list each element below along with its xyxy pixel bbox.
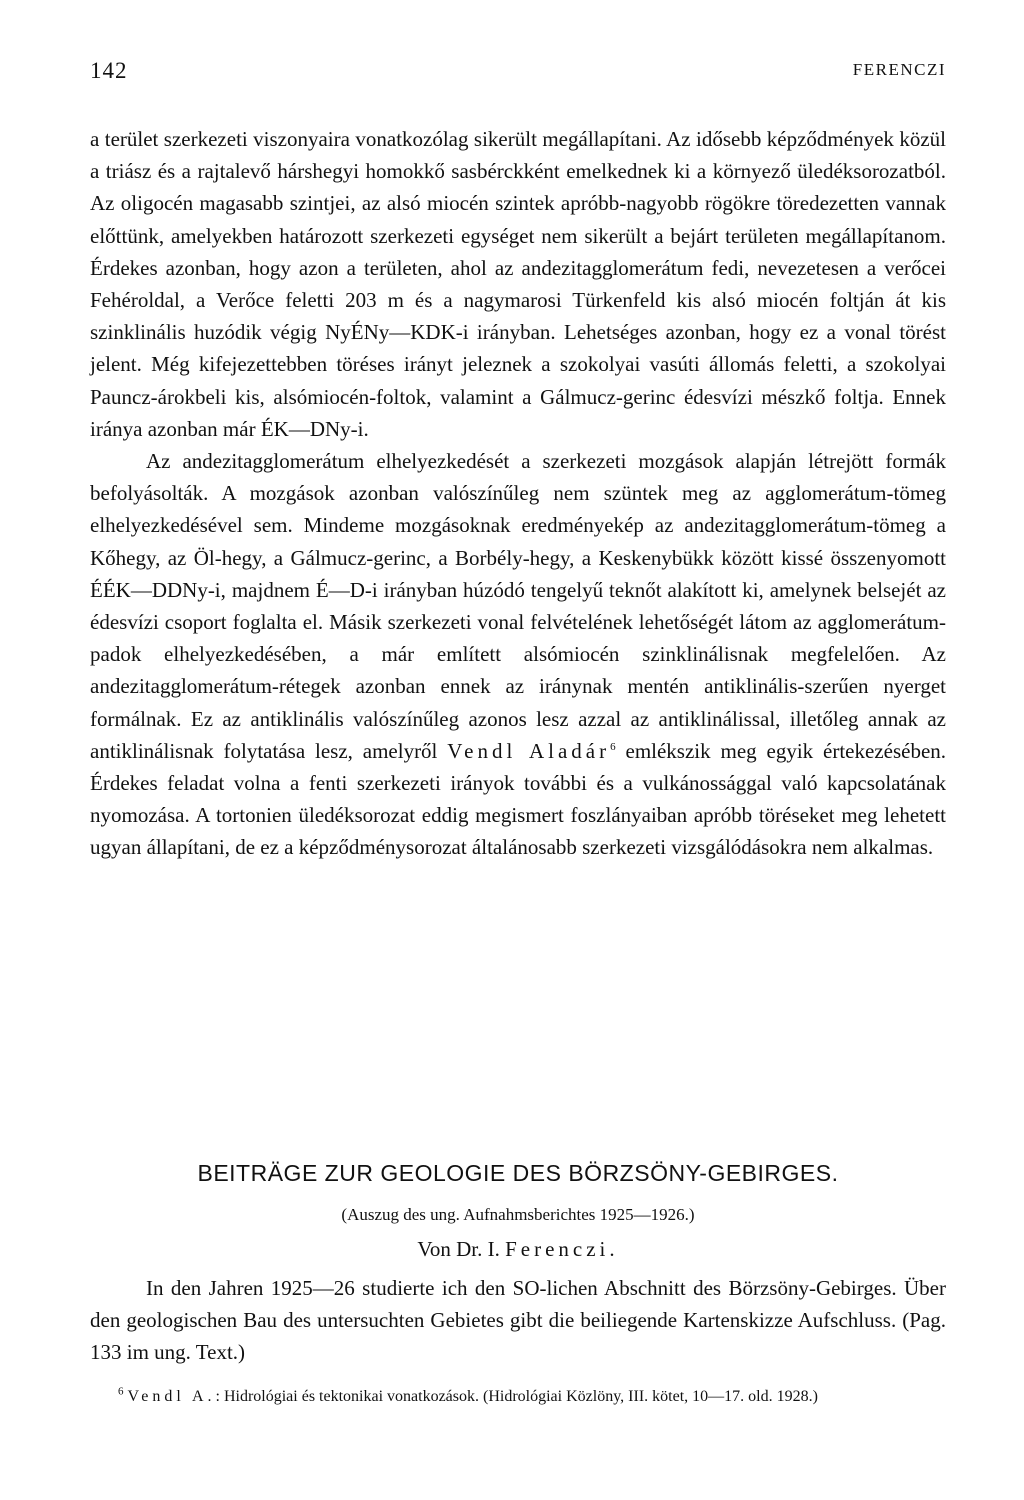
paragraph-2-text-b: emlékszik meg egyik értekezésében. Érdekes feladat volna a fenti szerkezeti irányok további és a vulkánossággal való kapcsolatának nyomozása. A tortonien üledéksorozat eddig megismert foszlányaiban apróbb töréseket meg lehetett ugyan állapítani, de ez a képződménysorozat általánosabb szerkezeti vizsgálódásokra nem alkalmas. <box>90 738 947 860</box>
german-summary <box>90 1272 946 1369</box>
footnote-reference: 6 <box>610 740 616 753</box>
running-head: FERENCZI <box>852 60 946 79</box>
page-number: 142 <box>90 58 128 83</box>
german-paragraph: In den Jahren 1925—26 studierte ich den SO-lichen Abschnitt des Börzsöny-Gebirges. Über den geologischen Bau des untersuchten Gebietes gibt die beiliegende Kartenskizze Aufschluss. (Pag. 133 im ung. Text.) <box>90 1276 946 1365</box>
section-title: BEITRÄGE ZUR GEOLOGIE DES BÖRZSÖNY-GEBIRGES. <box>197 1160 839 1186</box>
footnote-text: : Hidrológiai és tektonikai vonatkozások. (Hidrológiai Közlöny, III. kötet, 10—17. old. 1928.) <box>215 1388 818 1405</box>
author-line <box>90 1237 946 1262</box>
footnote <box>90 1385 946 1408</box>
cited-author-name: Vendl Aladár <box>447 738 611 763</box>
footnote-paragraph <box>90 1385 946 1408</box>
page-header <box>90 58 946 92</box>
author-prefix: Von Dr. I. <box>417 1237 500 1261</box>
footnote-mark: 6 <box>118 1385 124 1398</box>
section-subtitle: (Auszug des ung. Aufnahmsberichtes 1925—1926.) <box>341 1205 695 1224</box>
paragraph-1: a terület szerkezeti viszonyaira vonatkozólag sikerült megállapítani. Az idősebb képződmények közül a triász és a rajtalevő hárshegyi homokkő sasbérckként emelkednek ki a környező üledéksorozatból. Az oligocén magasabb szintjei, az alsó miocén szintek apróbb-nagyobb rögökre töredezetten vannak előttünk, amelyekben határozott szerkezeti egységet nem sikerült a bejárt területen megállapítanom. Érdekes azonban, hogy azon a területen, ahol az andezitagglomerátum fedi, nevezetesen a verőcei Fehéroldal, a Verőce feletti 203 m és a nagymarosi Türkenfeld kis alsó miocén foltján át kis szinklinális huzódik végig NyÉNy—KDK-i irányban. Lehetséges azonban, hogy ez a vonal törést jelent. Még kifejezettebben töréses irányt jeleznek a szokolyai vasúti állomás feletti, a szokolyai Pauncz-árokbeli kis, alsómiocén-foltok, valamint a Gálmucz-gerinc édesvízi mészkő foltja. Ennek iránya azonban már ÉK—DNy-i. <box>90 127 946 441</box>
paragraph-2 <box>90 445 946 864</box>
paragraph-2-text-a: Az andezitagglomerátum elhelyezkedését a szerkezeti mozgások alapján létrejött formák befolyásolták. A mozgások azonban valószínűleg nem szüntek meg az agglomerátum-tömeg elhelyezkedésével sem. Mindeme mozgásoknak eredményekép az andezitagglomerátum-tömeg a Kőhegy, az Öl-hegy, a Gálmucz-gerinc, a Borbély-hegy, a Keskenybükk között kissé összenyomott ÉÉK—DDNy-i, majdnem É—D-i irányban húzódó tengelyű teknőt alakított ki, amelynek belsejét az édesvízi csoport foglalta el. Másik szerkezeti vonal felvételének lehetőségét látom az agglomerátumpadok elhelyezkedésében, a már említett alsómiocén szinklinálisnak megfelelően. Az andezitagglomerátum-rétegek azonban ennek az iránynak mentén antiklinális-szerűen nyerget formálnak. Ez az antiklinális valószínűleg azonos lesz azzal az antiklinálissal, illetőleg annak az antiklinálisnak folytatása lesz, amelyről <box>90 449 946 763</box>
author-name: Ferenczi. <box>505 1237 619 1261</box>
main-text <box>90 123 946 864</box>
footnote-author: Vendl A. <box>127 1388 216 1405</box>
